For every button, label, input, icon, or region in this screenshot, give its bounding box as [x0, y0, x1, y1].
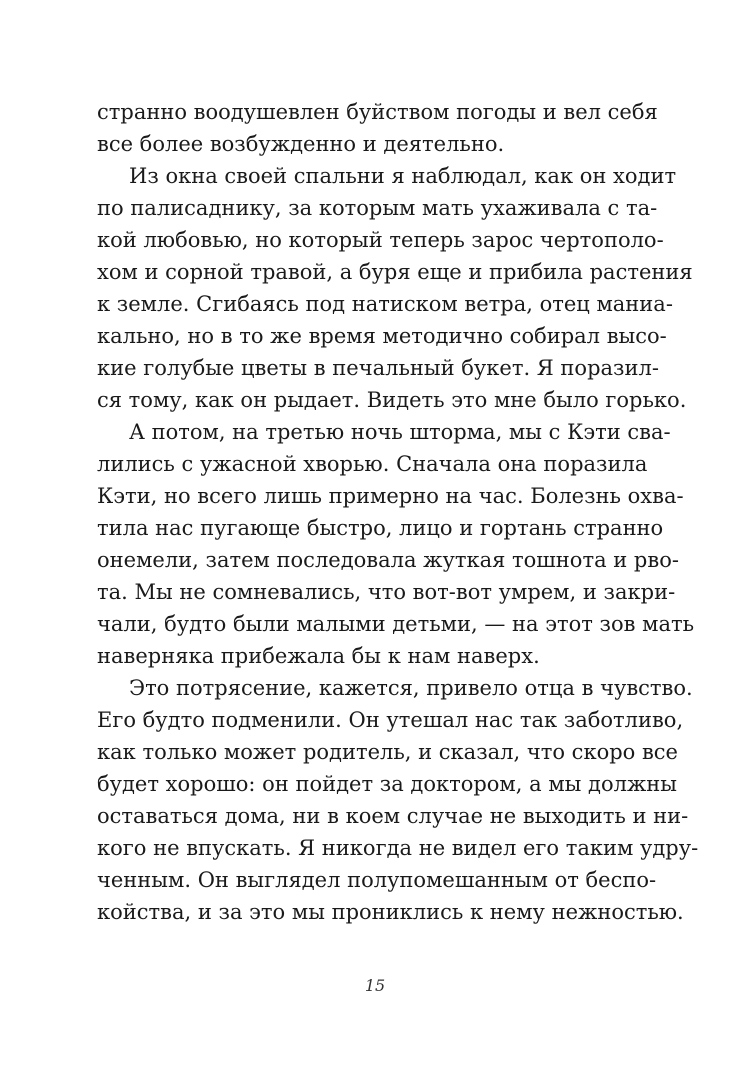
text-line: чали, будто были малыми детьми, — на этот зов мать: [97, 612, 695, 636]
text-line: Его будто подменили. Он утешал нас так заботливо,: [97, 708, 684, 732]
text-line: по палисаднику, за которым мать ухаживала с та-: [97, 196, 658, 220]
text-line: все более возбужденно и деятельно.: [97, 132, 505, 156]
page-number: 15: [364, 976, 386, 995]
text-line: ченным. Он выглядел полупомешанным от беспо-: [97, 868, 657, 892]
text-line: онемели, затем последовала жуткая тошнота и рво-: [97, 548, 679, 572]
text-line: А потом, на третью ночь шторма, мы с Кэти сва-: [129, 420, 671, 444]
text-line: лились с ужасной хворью. Сначала она поразила: [97, 452, 648, 476]
text-line: кого не впускать. Я никогда не видел его таким удру-: [97, 836, 699, 860]
text-line: оставаться дома, ни в коем случае не выходить и ни-: [97, 804, 689, 828]
text-line: странно воодушевлен буйством погоды и вел себя: [97, 100, 658, 124]
text-line: койства, и за это мы прониклись к нему нежностью.: [97, 900, 684, 924]
text-line: ся тому, как он рыдает. Видеть это мне было горько.: [97, 388, 687, 412]
text-line: наверняка прибежала бы к нам наверх.: [97, 644, 540, 668]
text-line: будет хорошо: он пойдет за доктором, а мы должны: [97, 772, 677, 796]
text-line: кие голубые цветы в печальный букет. Я поразил-: [97, 356, 659, 380]
text-line: хом и сорной травой, а буря еще и прибила растения: [97, 260, 693, 284]
text-line: Это потрясение, кажется, привело отца в чувство.: [129, 676, 693, 700]
text-line: Кэти, но всего лишь примерно на час. Болезнь охва-: [97, 484, 684, 508]
text-line: кально, но в то же время методично собирал высо-: [97, 324, 667, 348]
text-line: Из окна своей спальни я наблюдал, как он ходит: [129, 164, 677, 188]
text-line: к земле. Сгибаясь под натиском ветра, отец маниа-: [97, 292, 673, 316]
text-line: кой любовью, но который теперь зарос чертополо-: [97, 228, 664, 252]
text-line: как только может родитель, и сказал, что скоро все: [97, 740, 678, 764]
text-line: та. Мы не сомневались, что вот-вот умрем, и закри-: [97, 580, 676, 604]
text-line: тила нас пугающе быстро, лицо и гортань странно: [97, 516, 664, 540]
